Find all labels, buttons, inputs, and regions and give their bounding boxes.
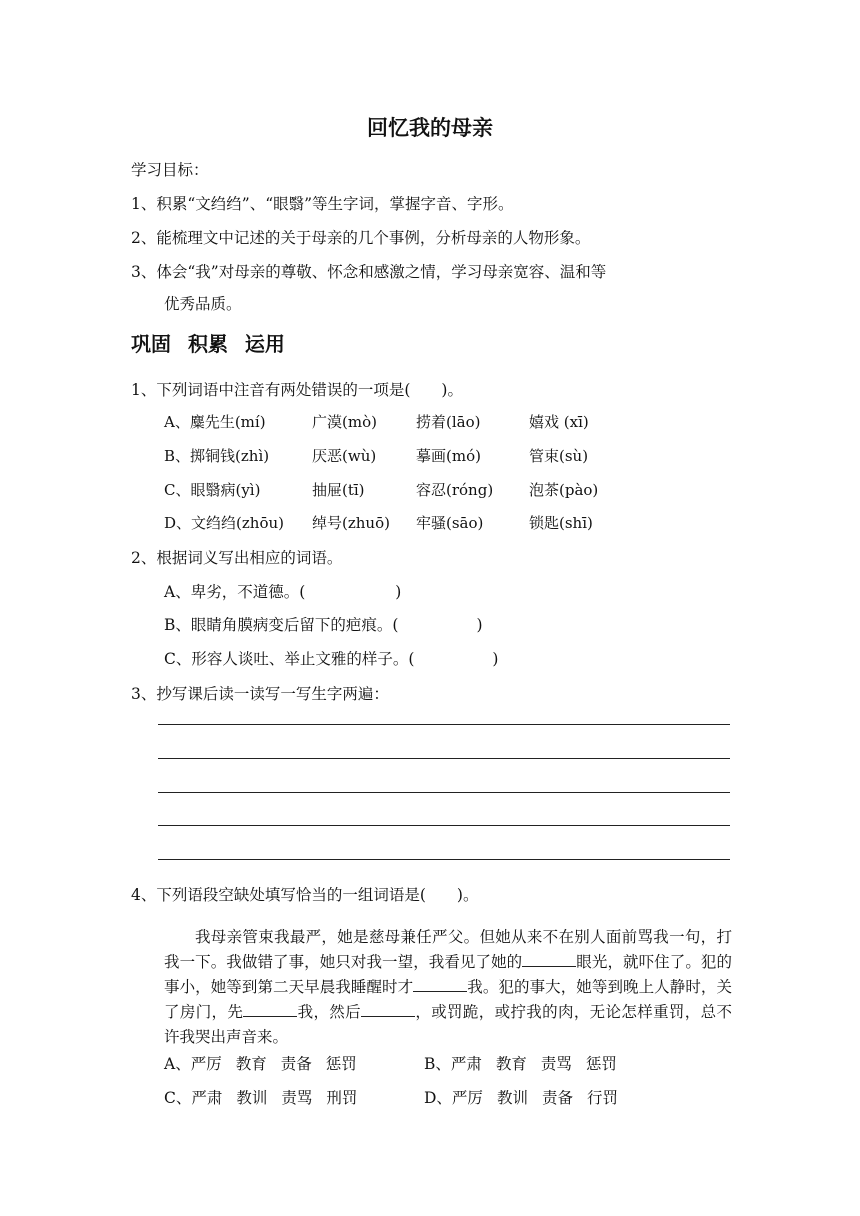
q2-item-b-text: B、眼睛角膜病变后留下的疤痕。( <box>164 616 399 634</box>
q4-option-c-label: C、严肃 <box>164 1089 223 1107</box>
passage-part-1: 我母亲管束我最严，她是慈母兼任严父。但她从来不在别人面前骂我一句，打我一下。我做错了事，她只对我一望，我看见了她的 <box>164 928 732 971</box>
passage-part-4: 我，然后 <box>297 1003 361 1021</box>
writing-line-5[interactable] <box>158 859 730 860</box>
q1-c-word-3: 容忍(róng) <box>416 481 494 499</box>
q1-c-word-4: 泡茶(pào) <box>529 481 599 499</box>
q4-option-d-word-1: 教训 <box>496 1089 528 1107</box>
objective-item-1: 1、积累“文绉绉”、“眼翳”等生字词，掌握字音、字形。 <box>131 195 514 213</box>
q4-option-b[interactable] <box>424 1052 631 1074</box>
passage-part-2: 眼光，就吓住了。犯的事小，她等到第二天早晨我睡醒时才 <box>164 953 732 996</box>
writing-line-2[interactable] <box>158 758 730 759</box>
q2-item-a <box>164 580 401 602</box>
writing-line-3[interactable] <box>158 792 730 793</box>
objective-item-2: 2、能梳理文中记述的关于母亲的几个事例，分析母亲的人物形象。 <box>131 229 591 247</box>
q1-b-word-1: B、掷铜钱(zhì) <box>164 447 270 465</box>
objectives-heading: 学习目标： <box>131 161 209 179</box>
q4-option-c[interactable] <box>164 1086 371 1108</box>
q1-b-word-4: 管束(sù) <box>529 447 589 465</box>
q4-passage <box>164 925 732 1050</box>
q4-option-c-word-1: 教训 <box>236 1089 268 1107</box>
q1-a-word-3: 捞着(lāo) <box>416 413 481 431</box>
q1-d-word-2: 绰号(zhuō) <box>312 514 390 532</box>
q4-option-d-word-3: 行罚 <box>586 1089 618 1107</box>
q2-item-a-close: ) <box>395 583 402 601</box>
writing-line-1[interactable] <box>158 724 730 725</box>
q4-option-d-label: D、严厉 <box>424 1089 483 1107</box>
q1-a-word-2: 广漠(mò) <box>312 413 377 431</box>
q4-option-c-word-2: 责骂 <box>281 1089 313 1107</box>
q4-option-a-word-2: 责备 <box>280 1055 312 1073</box>
passage-part-5: ，或罚跪，或拧我的肉，无论怎样重罚，总不许我哭出声音来。 <box>164 1003 732 1046</box>
q1-c-word-2: 抽屉(tī) <box>312 481 365 499</box>
passage-blank-1[interactable] <box>522 952 576 967</box>
q2-item-b <box>164 613 483 635</box>
q4-option-b-word-3: 惩罚 <box>585 1055 617 1073</box>
q4-option-d-word-2: 责备 <box>541 1089 573 1107</box>
page-title: 回忆我的母亲 <box>367 116 493 140</box>
writing-line-4[interactable] <box>158 825 730 826</box>
section-heading: 巩固 积累 运用 <box>131 332 285 356</box>
objective-item-3: 3、体会“我”对母亲的尊敬、怀念和感激之情，学习母亲宽容、温和等 <box>131 263 607 281</box>
q4-option-a-word-1: 教育 <box>235 1055 267 1073</box>
question-1-stem: 1、下列词语中注音有两处错误的一项是( )。 <box>131 381 463 399</box>
q4-option-b-word-1: 教育 <box>495 1055 527 1073</box>
passage-blank-4[interactable] <box>361 1002 415 1017</box>
q2-item-b-close: ) <box>476 616 483 634</box>
question-2-stem: 2、根据词义写出相应的词语。 <box>131 549 343 567</box>
objective-item-3-cont: 优秀品质。 <box>164 295 242 313</box>
q4-option-d[interactable] <box>424 1086 632 1108</box>
q2-item-c-close: ) <box>492 650 499 668</box>
question-4-stem: 4、下列语段空缺处填写恰当的一组词语是( )。 <box>131 886 479 904</box>
question-3-stem: 3、抄写课后读一读写一写生字两遍： <box>131 685 389 703</box>
passage-blank-3[interactable] <box>243 1002 297 1017</box>
q1-a-word-4: 嬉戏 (xī) <box>529 413 589 431</box>
q1-d-word-1: D、文绉绉(zhōu) <box>164 514 284 532</box>
q1-d-word-3: 牢骚(sāo) <box>416 514 484 532</box>
q4-option-a-word-3: 惩罚 <box>325 1055 357 1073</box>
q4-option-a[interactable] <box>164 1052 371 1074</box>
q1-d-word-4: 锁匙(shī) <box>529 514 593 532</box>
q1-a-word-1: A、麋先生(mí) <box>164 413 266 431</box>
q4-option-c-word-3: 刑罚 <box>326 1089 358 1107</box>
q2-item-c-text: C、形容人谈吐、举止文雅的样子。( <box>164 650 415 668</box>
q2-item-a-text: A、卑劣，不道德。( <box>164 583 306 601</box>
q2-item-c <box>164 647 498 669</box>
passage-blank-2[interactable] <box>413 977 467 992</box>
passage-part-3: 我。犯的事大，她等到晚上人静时，关了房门，先 <box>164 978 732 1021</box>
q4-option-a-label: A、严厉 <box>164 1055 222 1073</box>
q4-option-b-label: B、严肃 <box>424 1055 482 1073</box>
q1-b-word-3: 摹画(mó) <box>416 447 481 465</box>
q4-option-b-word-2: 责骂 <box>540 1055 572 1073</box>
q1-c-word-1: C、眼翳病(yì) <box>164 481 261 499</box>
q1-b-word-2: 厌恶(wù) <box>312 447 377 465</box>
